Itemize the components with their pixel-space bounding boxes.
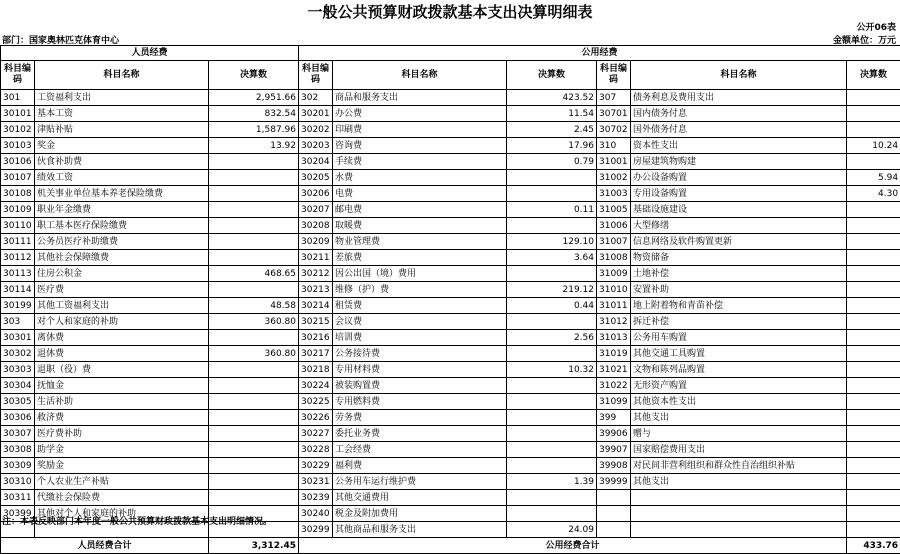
cell-code: 30217 — [299, 346, 333, 362]
cell-code: 30208 — [299, 218, 333, 234]
cell-code: 30204 — [299, 154, 333, 170]
cell-amount — [507, 490, 597, 506]
cell-code: 30225 — [299, 394, 333, 410]
cell-code: 30203 — [299, 138, 333, 154]
cell-amount — [507, 378, 597, 394]
cell-name: 因公出国（境）费用 — [333, 266, 507, 282]
cell-name: 抚恤金 — [35, 378, 209, 394]
cell-amount — [847, 202, 900, 218]
cell-amount — [209, 410, 299, 426]
cell-amount — [507, 170, 597, 186]
table-row — [1, 186, 900, 202]
cell-amount — [847, 106, 900, 122]
cell-code: 31008 — [597, 250, 631, 266]
cell-amount: 360.80 — [209, 346, 299, 362]
footnote: 注：本表反映部门本年度一般公共预算财政拨款基本支出明细情况。 — [2, 514, 272, 527]
cell-name: 差旅费 — [333, 250, 507, 266]
cell-name: 印刷费 — [333, 122, 507, 138]
cell-name: 其他交通工具购置 — [631, 346, 847, 362]
cell-amount — [847, 458, 900, 474]
cell-amount — [847, 490, 900, 506]
cell-amount — [209, 490, 299, 506]
cell-code: 30216 — [299, 330, 333, 346]
cell-code: 30112 — [1, 250, 35, 266]
cell-name: 医疗费补助 — [35, 426, 209, 442]
cell-amount: 13.92 — [209, 138, 299, 154]
cell-code: 30103 — [1, 138, 35, 154]
cell-name: 文物和陈列品购置 — [631, 362, 847, 378]
cell-name: 公务员医疗补助缴费 — [35, 234, 209, 250]
cell-code: 30301 — [1, 330, 35, 346]
cell-amount — [847, 474, 900, 490]
cell-name: 专用材料费 — [333, 362, 507, 378]
cell-name: 其他商品和服务支出 — [333, 522, 507, 538]
cell-name: 安置补助 — [631, 282, 847, 298]
cell-amount: 48.58 — [209, 298, 299, 314]
table-row — [1, 442, 900, 458]
table-row — [1, 362, 900, 378]
cell-amount — [209, 282, 299, 298]
cell-name: 伙食补助费 — [35, 154, 209, 170]
table-row — [1, 490, 900, 506]
header-code: 科目编码 — [1, 61, 35, 90]
cell-name: 咨询费 — [333, 138, 507, 154]
cell-name: 对民间非营利组织和群众性自治组织补贴 — [631, 458, 847, 474]
cell-name: 救济费 — [35, 410, 209, 426]
cell-code: 30113 — [1, 266, 35, 282]
cell-code: 39906 — [597, 426, 631, 442]
cell-code: 31010 — [597, 282, 631, 298]
cell-amount: 360.80 — [209, 314, 299, 330]
cell-amount — [847, 522, 900, 538]
cell-code: 30310 — [1, 474, 35, 490]
cell-code: 31005 — [597, 202, 631, 218]
cell-code: 30102 — [1, 122, 35, 138]
table-row — [1, 138, 900, 154]
cell-name: 商品和服务支出 — [333, 90, 507, 106]
cell-name: 助学金 — [35, 442, 209, 458]
cell-amount — [847, 346, 900, 362]
cell-amount — [847, 250, 900, 266]
cell-amount — [847, 234, 900, 250]
cell-code: 303 — [1, 314, 35, 330]
table-row — [1, 378, 900, 394]
report-title: 一般公共预算财政拨款基本支出决算明细表 — [0, 0, 900, 24]
cell-amount: 423.52 — [507, 90, 597, 106]
cell-name: 培训费 — [333, 330, 507, 346]
cell-amount: 3.64 — [507, 250, 597, 266]
cell-amount — [507, 266, 597, 282]
cell-name: 专用设备购置 — [631, 186, 847, 202]
cell-amount: 17.96 — [507, 138, 597, 154]
cell-amount — [847, 122, 900, 138]
cell-name: 奖金 — [35, 138, 209, 154]
table-row — [1, 218, 900, 234]
cell-name: 代缴社会保险费 — [35, 490, 209, 506]
cell-name: 维修（护）费 — [333, 282, 507, 298]
cell-amount — [847, 394, 900, 410]
table-row — [1, 250, 900, 266]
cell-code: 30106 — [1, 154, 35, 170]
totals-row — [1, 538, 900, 554]
table-row — [1, 90, 900, 106]
cell-name: 地上附着物和青苗补偿 — [631, 298, 847, 314]
table-row — [1, 346, 900, 362]
cell-amount: 0.79 — [507, 154, 597, 170]
table-row — [1, 474, 900, 490]
cell-name: 住房公积金 — [35, 266, 209, 282]
cell-name: 专用燃料费 — [333, 394, 507, 410]
cell-name: 退职（役）费 — [35, 362, 209, 378]
cell-name: 邮电费 — [333, 202, 507, 218]
cell-amount — [847, 314, 900, 330]
table-row — [1, 170, 900, 186]
cell-name: 其他对个人和家庭的补助 — [35, 506, 209, 522]
cell-code: 302 — [299, 90, 333, 106]
cell-name: 奖励金 — [35, 458, 209, 474]
table-row — [1, 266, 900, 282]
cell-amount: 4.30 — [847, 186, 900, 202]
header-name: 科目名称 — [35, 61, 209, 90]
cell-amount — [507, 346, 597, 362]
cell-code: 30305 — [1, 394, 35, 410]
cell-name: 电费 — [333, 186, 507, 202]
cell-code: 30306 — [1, 410, 35, 426]
cell-name: 职工基本医疗保险缴费 — [35, 218, 209, 234]
cell-code: 30205 — [299, 170, 333, 186]
cell-name: 无形资产购置 — [631, 378, 847, 394]
cell-code: 30211 — [299, 250, 333, 266]
cell-code: 31002 — [597, 170, 631, 186]
cell-code: 30229 — [299, 458, 333, 474]
cell-code: 31012 — [597, 314, 631, 330]
header-name: 科目名称 — [631, 61, 847, 90]
cell-code: 30303 — [1, 362, 35, 378]
cell-name: 公务用车购置 — [631, 330, 847, 346]
cell-code: 30308 — [1, 442, 35, 458]
cell-code: 30114 — [1, 282, 35, 298]
table-row — [1, 394, 900, 410]
cell-name: 被装购置费 — [333, 378, 507, 394]
cell-amount — [847, 330, 900, 346]
cell-name: 其他社会保障缴费 — [35, 250, 209, 266]
cell-name — [631, 506, 847, 522]
cell-amount — [209, 458, 299, 474]
cell-name: 信息网络及软件购置更新 — [631, 234, 847, 250]
cell-name: 债务利息及费用支出 — [631, 90, 847, 106]
cell-amount: 2,951.66 — [209, 90, 299, 106]
cell-amount — [209, 474, 299, 490]
cell-code: 30109 — [1, 202, 35, 218]
cell-code: 31099 — [597, 394, 631, 410]
cell-amount — [209, 442, 299, 458]
cell-amount — [847, 362, 900, 378]
cell-name: 其他支出 — [631, 410, 847, 426]
cell-name: 离休费 — [35, 330, 209, 346]
cell-amount: 0.11 — [507, 202, 597, 218]
public-total-value: 433.76 — [847, 538, 900, 554]
cell-name: 土地补偿 — [631, 266, 847, 282]
cell-code: 30309 — [1, 458, 35, 474]
cell-name: 个人农业生产补贴 — [35, 474, 209, 490]
cell-name: 公务用车运行维护费 — [333, 474, 507, 490]
cell-amount — [507, 314, 597, 330]
table-row — [1, 330, 900, 346]
table-row — [1, 410, 900, 426]
cell-name: 绩效工资 — [35, 170, 209, 186]
cell-code: 30228 — [299, 442, 333, 458]
table-row — [1, 106, 900, 122]
cell-code: 30212 — [299, 266, 333, 282]
personnel-total-value: 3,312.45 — [209, 538, 299, 554]
cell-name: 机关事业单位基本养老保险缴费 — [35, 186, 209, 202]
cell-code: 30307 — [1, 426, 35, 442]
cell-code: 30213 — [299, 282, 333, 298]
cell-amount — [209, 362, 299, 378]
cell-name: 国家赔偿费用支出 — [631, 442, 847, 458]
cell-amount — [209, 330, 299, 346]
cell-name: 拆迁补偿 — [631, 314, 847, 330]
cell-name — [631, 522, 847, 538]
cell-name: 委托业务费 — [333, 426, 507, 442]
cell-code: 30111 — [1, 234, 35, 250]
cell-code: 30299 — [299, 522, 333, 538]
cell-amount — [209, 202, 299, 218]
group-public: 公用经费 — [299, 46, 900, 61]
cell-amount: 129.10 — [507, 234, 597, 250]
cell-code: 31013 — [597, 330, 631, 346]
header-amount: 决算数 — [847, 61, 900, 90]
cell-name: 退休费 — [35, 346, 209, 362]
cell-amount — [209, 426, 299, 442]
cell-code: 39907 — [597, 442, 631, 458]
cell-name: 会议费 — [333, 314, 507, 330]
cell-amount — [209, 378, 299, 394]
cell-code: 30201 — [299, 106, 333, 122]
cell-name: 国外债务付息 — [631, 122, 847, 138]
cell-amount — [847, 154, 900, 170]
cell-amount — [209, 154, 299, 170]
cell-amount: 24.09 — [507, 522, 597, 538]
cell-code: 30304 — [1, 378, 35, 394]
cell-code: 30399 — [1, 506, 35, 522]
cell-code — [597, 506, 631, 522]
cell-name: 国内债务付息 — [631, 106, 847, 122]
cell-name: 税金及附加费用 — [333, 506, 507, 522]
cell-name: 对个人和家庭的补助 — [35, 314, 209, 330]
cell-name: 劳务费 — [333, 410, 507, 426]
cell-code: 399 — [597, 410, 631, 426]
cell-name: 福利费 — [333, 458, 507, 474]
cell-name: 物资储备 — [631, 250, 847, 266]
cell-code: 39999 — [597, 474, 631, 490]
cell-amount: 219.12 — [507, 282, 597, 298]
cell-code: 30209 — [299, 234, 333, 250]
cell-amount — [507, 410, 597, 426]
cell-amount — [507, 394, 597, 410]
header-code: 科目编码 — [597, 61, 631, 90]
cell-amount — [847, 218, 900, 234]
cell-name — [631, 490, 847, 506]
cell-code: 30207 — [299, 202, 333, 218]
cell-amount: 1,587.96 — [209, 122, 299, 138]
table-row — [1, 298, 900, 314]
cell-amount — [507, 426, 597, 442]
cell-name: 物业管理费 — [333, 234, 507, 250]
cell-amount: 10.24 — [847, 138, 900, 154]
cell-code: 30240 — [299, 506, 333, 522]
cell-code: 30107 — [1, 170, 35, 186]
cell-name: 工资福利支出 — [35, 90, 209, 106]
public-total-label: 公用经费合计 — [299, 538, 847, 554]
cell-amount — [507, 442, 597, 458]
cell-code: 30239 — [299, 490, 333, 506]
unit-label: 金额单位：万元 — [833, 33, 896, 46]
cell-amount — [209, 186, 299, 202]
cell-name: 办公费 — [333, 106, 507, 122]
cell-code: 31019 — [597, 346, 631, 362]
cell-name: 取暖费 — [333, 218, 507, 234]
group-header-row — [1, 46, 900, 61]
table-row — [1, 458, 900, 474]
cell-code: 31009 — [597, 266, 631, 282]
cell-amount: 5.94 — [847, 170, 900, 186]
cell-code: 30702 — [597, 122, 631, 138]
cell-amount — [507, 506, 597, 522]
cell-name: 其他资本性支出 — [631, 394, 847, 410]
cell-amount — [209, 170, 299, 186]
personnel-total-label: 人员经费合计 — [1, 538, 209, 554]
cell-amount — [847, 298, 900, 314]
cell-amount: 2.45 — [507, 122, 597, 138]
cell-name: 津贴补贴 — [35, 122, 209, 138]
cell-amount — [847, 426, 900, 442]
table-row — [1, 426, 900, 442]
cell-code: 301 — [1, 90, 35, 106]
cell-amount: 10.32 — [507, 362, 597, 378]
table-row — [1, 234, 900, 250]
cell-amount: 11.54 — [507, 106, 597, 122]
cell-code: 310 — [597, 138, 631, 154]
cell-name: 水费 — [333, 170, 507, 186]
cell-code: 30199 — [1, 298, 35, 314]
cell-code: 30311 — [1, 490, 35, 506]
cell-code — [597, 490, 631, 506]
cell-name: 其他交通费用 — [333, 490, 507, 506]
cell-amount — [847, 506, 900, 522]
cell-code: 30302 — [1, 346, 35, 362]
cell-name: 办公设备购置 — [631, 170, 847, 186]
expenditure-table — [0, 45, 900, 554]
cell-amount — [847, 410, 900, 426]
cell-code: 31021 — [597, 362, 631, 378]
cell-code: 31001 — [597, 154, 631, 170]
cell-amount: 1.39 — [507, 474, 597, 490]
cell-amount: 832.54 — [209, 106, 299, 122]
form-code: 公开06表 — [856, 20, 896, 33]
cell-amount — [507, 186, 597, 202]
cell-amount — [847, 442, 900, 458]
cell-name: 资本性支出 — [631, 138, 847, 154]
header-code: 科目编码 — [299, 61, 333, 90]
table-row — [1, 314, 900, 330]
column-header-row — [1, 61, 900, 90]
cell-name: 大型修缮 — [631, 218, 847, 234]
cell-amount — [847, 378, 900, 394]
cell-amount — [847, 90, 900, 106]
cell-name: 基础设施建设 — [631, 202, 847, 218]
header-amount: 决算数 — [209, 61, 299, 90]
cell-name: 手续费 — [333, 154, 507, 170]
cell-name: 公务接待费 — [333, 346, 507, 362]
cell-code: 30101 — [1, 106, 35, 122]
cell-code: 307 — [597, 90, 631, 106]
table-row — [1, 154, 900, 170]
cell-name: 房屋建筑物购建 — [631, 154, 847, 170]
cell-amount — [507, 458, 597, 474]
cell-amount — [209, 394, 299, 410]
cell-name: 租赁费 — [333, 298, 507, 314]
cell-code: 30701 — [597, 106, 631, 122]
cell-name: 职业年金缴费 — [35, 202, 209, 218]
cell-code: 31011 — [597, 298, 631, 314]
cell-code — [597, 522, 631, 538]
cell-amount — [847, 282, 900, 298]
cell-code: 30202 — [299, 122, 333, 138]
cell-name: 其他工资福利支出 — [35, 298, 209, 314]
cell-amount — [209, 218, 299, 234]
cell-amount: 468.65 — [209, 266, 299, 282]
cell-amount — [507, 218, 597, 234]
cell-code: 30226 — [299, 410, 333, 426]
cell-code: 30214 — [299, 298, 333, 314]
cell-code: 30110 — [1, 218, 35, 234]
cell-code: 30206 — [299, 186, 333, 202]
cell-code: 30218 — [299, 362, 333, 378]
cell-name: 医疗费 — [35, 282, 209, 298]
cell-amount: 2.56 — [507, 330, 597, 346]
cell-name: 其他支出 — [631, 474, 847, 490]
cell-code: 31006 — [597, 218, 631, 234]
cell-amount — [209, 234, 299, 250]
table-row — [1, 122, 900, 138]
cell-code: 31003 — [597, 186, 631, 202]
cell-amount: 0.44 — [507, 298, 597, 314]
cell-code: 30231 — [299, 474, 333, 490]
cell-code: 39908 — [597, 458, 631, 474]
cell-name: 工会经费 — [333, 442, 507, 458]
header-name: 科目名称 — [333, 61, 507, 90]
department-label: 部门：国家奥林匹克体育中心 — [2, 33, 119, 46]
table-row — [1, 282, 900, 298]
header-amount: 决算数 — [507, 61, 597, 90]
cell-code: 31007 — [597, 234, 631, 250]
cell-amount — [847, 266, 900, 282]
cell-name: 生活补助 — [35, 394, 209, 410]
cell-name: 赠与 — [631, 426, 847, 442]
cell-code: 30224 — [299, 378, 333, 394]
group-personnel: 人员经费 — [1, 46, 299, 61]
cell-code: 30227 — [299, 426, 333, 442]
cell-code: 31022 — [597, 378, 631, 394]
cell-code: 30108 — [1, 186, 35, 202]
cell-amount — [209, 250, 299, 266]
cell-code: 30215 — [299, 314, 333, 330]
cell-name: 基本工资 — [35, 106, 209, 122]
table-row — [1, 202, 900, 218]
